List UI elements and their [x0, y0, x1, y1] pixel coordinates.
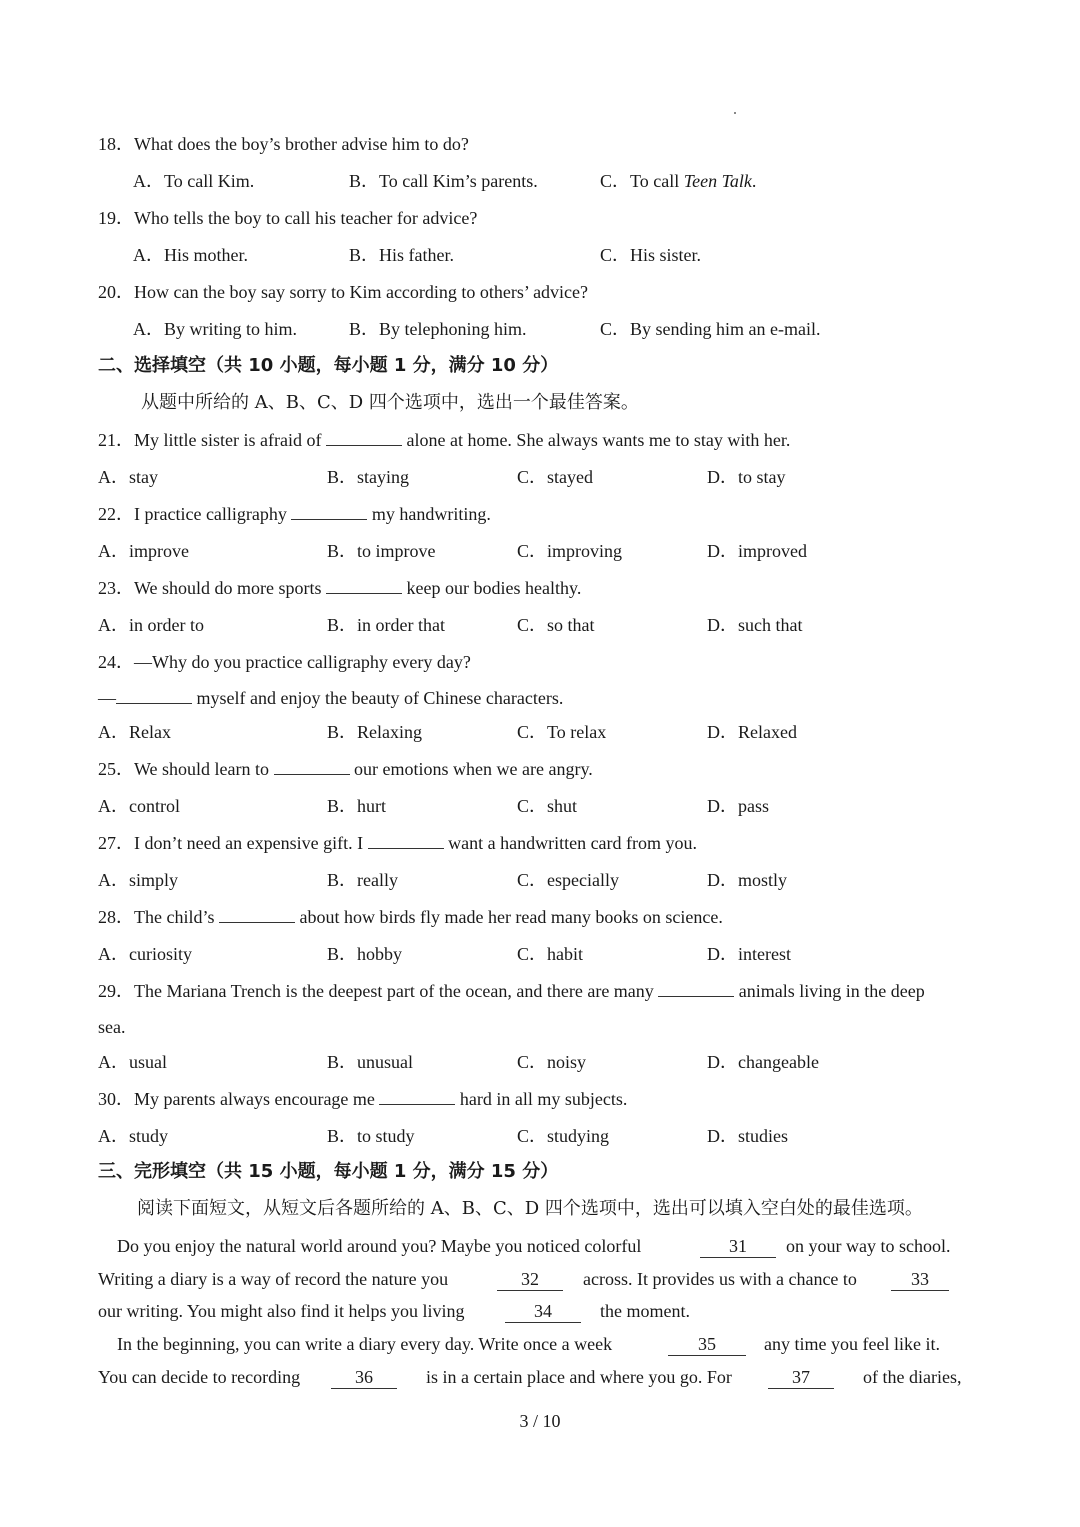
q25-option-a: A．control [98, 796, 180, 816]
q24-option-c: C．To relax [517, 722, 607, 742]
q29-option-d: D．changeable [707, 1052, 819, 1072]
q28-option-d: D．interest [707, 944, 791, 964]
passage-line-2b: across. It provides us with a chance to [583, 1269, 857, 1289]
cloze-blank-36: 36 [331, 1366, 397, 1389]
q18-stem: 18．What does the boy’s brother advise him to do? [98, 134, 469, 154]
q20-stem: 20．How can the boy say sorry to Kim according to others’ advice? [98, 282, 589, 302]
q23-option-a: A．in order to [98, 615, 204, 635]
q25-option-c: C．shut [517, 796, 578, 816]
q28-option-a: A．curiosity [98, 944, 192, 964]
passage-line-1a: Do you enjoy the natural world around you? Maybe you noticed colorful [117, 1236, 642, 1256]
q24-option-a: A．Relax [98, 722, 171, 742]
q19-option-a: A．His mother. [133, 245, 248, 265]
answer-blank [658, 980, 734, 997]
passage-line-5a: You can decide to recording [98, 1367, 301, 1387]
answer-blank [326, 429, 402, 446]
q20-option-a: A．By writing to him. [133, 319, 298, 339]
answer-blank [368, 832, 444, 849]
section3-instruction: 阅读下面短文，从短文后各题所给的 A、B、C、D 四个选项中，选出可以填入空白处的最佳选项。 [137, 1198, 923, 1219]
page-number: 3 / 10 [519, 1411, 561, 1431]
q30-option-d: D．studies [707, 1126, 788, 1146]
q21-option-a: A．stay [98, 467, 158, 487]
q21-option-d: D．to stay [707, 467, 786, 487]
answer-blank [274, 758, 350, 775]
q28-option-c: C．habit [517, 944, 583, 964]
q27-option-c: C．especially [517, 870, 619, 890]
q27-option-b: B．really [327, 870, 398, 890]
q30-stem: 30．My parents always encourage me hard in all my subjects. [98, 1089, 628, 1109]
q28-stem: 28．The child’s about how birds fly made her read many books on science. [98, 907, 723, 927]
q30-option-a: A．study [98, 1126, 169, 1146]
q18-option-c: C．To call Teen Talk. [600, 171, 757, 191]
section2-instruction: 从题中所给的 A、B、C、D 四个选项中，选出一个最佳答案。 [141, 392, 639, 413]
passage-line-4b: any time you feel like it. [764, 1334, 940, 1354]
q28-option-b: B．hobby [327, 944, 403, 964]
q29-stem: 29．The Mariana Trench is the deepest part of the ocean, and there are many animals living in the deep [98, 981, 925, 1001]
q19-option-b: B．His father. [349, 245, 454, 265]
q21-stem: 21．My little sister is afraid of alone at home. She always wants me to stay with her. [98, 430, 791, 450]
section2-title: 二、选择填空（共 10 小题，每小题 1 分，满分 10 分） [98, 355, 559, 376]
q27-option-d: D．mostly [707, 870, 788, 890]
q30-option-b: B．to study [327, 1126, 415, 1146]
cloze-blank-35: 35 [668, 1333, 746, 1356]
cloze-blank-31: 31 [700, 1235, 776, 1258]
q18-option-b: B．To call Kim’s parents. [349, 171, 538, 191]
q24-option-b: B．Relaxing [327, 722, 422, 742]
q24-stem: 24．—Why do you practice calligraphy every day? [98, 652, 471, 672]
cloze-blank-37: 37 [768, 1366, 834, 1389]
q29-stem-continued: sea. [98, 1017, 126, 1037]
q23-option-b: B．in order that [327, 615, 445, 635]
q19-stem: 19．Who tells the boy to call his teacher for advice? [98, 208, 478, 228]
scan-mark [734, 112, 736, 114]
section3-title: 三、完形填空（共 15 小题，每小题 1 分，满分 15 分） [98, 1161, 559, 1182]
answer-blank [219, 906, 295, 923]
q29-option-a: A．usual [98, 1052, 167, 1072]
q23-option-d: D．such that [707, 615, 803, 635]
passage-line-3b: the moment. [600, 1301, 690, 1321]
q25-option-b: B．hurt [327, 796, 387, 816]
q18-option-a: A．To call Kim. [133, 171, 255, 191]
q24-reply: — myself and enjoy the beauty of Chinese characters. [98, 688, 564, 708]
q29-option-b: B．unusual [327, 1052, 414, 1072]
q22-option-b: B．to improve [327, 541, 436, 561]
passage-line-1b: on your way to school. [786, 1236, 951, 1256]
answer-blank [116, 687, 192, 704]
q21-option-b: B．staying [327, 467, 410, 487]
answer-blank [326, 577, 402, 594]
q27-stem: 27．I don’t need an expensive gift. I want a handwritten card from you. [98, 833, 698, 853]
q20-option-b: B．By telephoning him. [349, 319, 527, 339]
q22-option-d: D．improved [707, 541, 807, 561]
q25-option-d: D．pass [707, 796, 769, 816]
q23-stem: 23．We should do more sports keep our bodies healthy. [98, 578, 582, 598]
passage-line-5c: of the diaries, [863, 1367, 962, 1387]
cloze-blank-34: 34 [505, 1300, 581, 1323]
cloze-blank-32: 32 [497, 1268, 563, 1291]
q20-option-c: C．By sending him an e-mail. [600, 319, 821, 339]
q22-option-c: C．improving [517, 541, 623, 561]
answer-blank [379, 1088, 455, 1105]
q21-option-c: C．stayed [517, 467, 593, 487]
cloze-blank-33: 33 [891, 1268, 949, 1291]
q22-option-a: A．improve [98, 541, 189, 561]
passage-line-5b: is in a certain place and where you go. For [426, 1367, 732, 1387]
q19-option-c: C．His sister. [600, 245, 702, 265]
q23-option-c: C．so that [517, 615, 595, 635]
q30-option-c: C．studying [517, 1126, 610, 1146]
q25-stem: 25．We should learn to our emotions when we are angry. [98, 759, 593, 779]
q29-option-c: C．noisy [517, 1052, 587, 1072]
answer-blank [291, 503, 367, 520]
passage-line-4a: In the beginning, you can write a diary every day. Write once a week [117, 1334, 613, 1354]
q27-option-a: A．simply [98, 870, 179, 890]
q22-stem: 22．I practice calligraphy my handwriting. [98, 504, 491, 524]
passage-line-2a: Writing a diary is a way of record the nature you [98, 1269, 449, 1289]
q24-option-d: D．Relaxed [707, 722, 797, 742]
passage-line-3a: our writing. You might also find it helps you living [98, 1301, 465, 1321]
